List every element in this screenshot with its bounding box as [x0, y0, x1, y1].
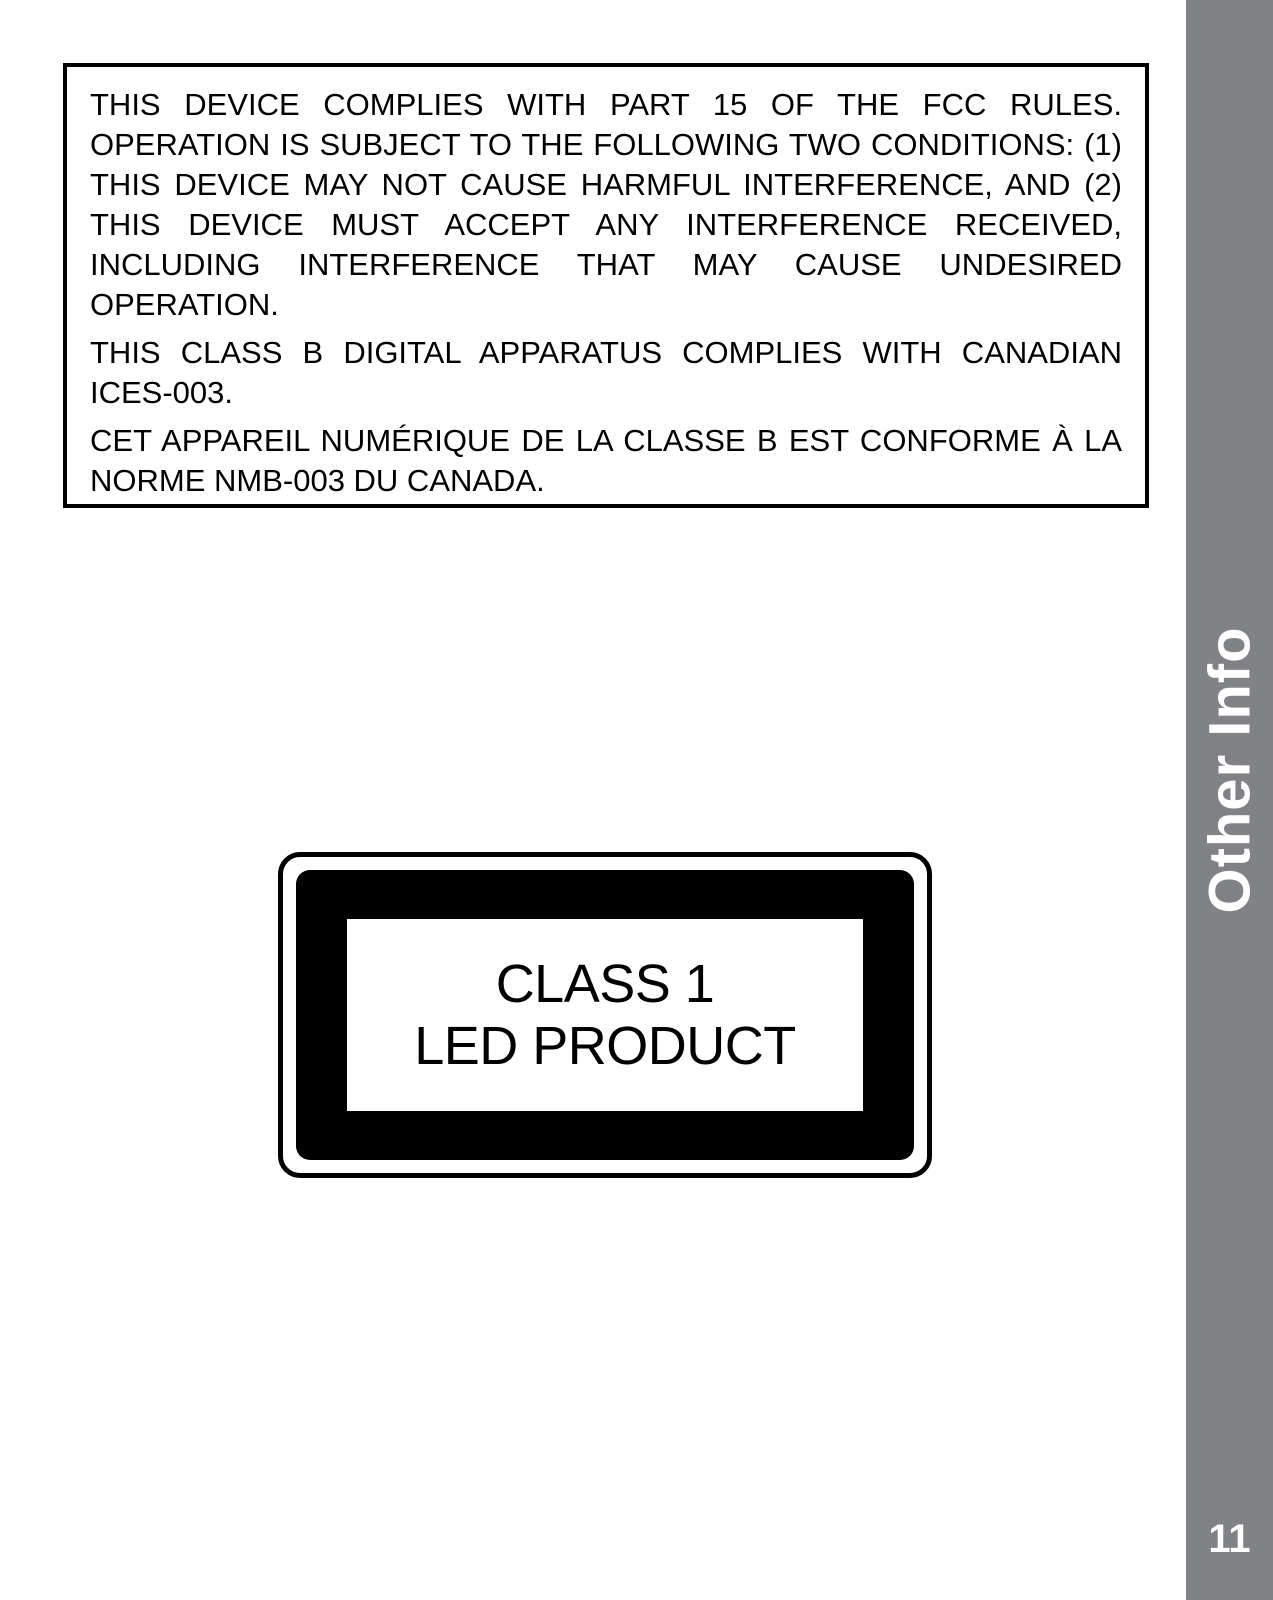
- section-side-tab: [1186, 0, 1273, 1600]
- section-title: Other Info: [1197, 626, 1262, 914]
- page-number: 11: [1208, 1517, 1251, 1561]
- class-1-led-label: [278, 852, 932, 1178]
- ices-paragraph: THIS CLASS B DIGITAL APPARATUS COMPLIES WITH CANADIAN ICES-003.: [90, 335, 1122, 410]
- nmb-paragraph: CET APPAREIL NUMÉRIQUE DE LA CLASSE B EST CONFORME À LA NORME NMB-003 DU CANADA.: [90, 423, 1122, 498]
- fcc-paragraph: THIS DEVICE COMPLIES WITH PART 15 OF THE FCC RULES. OPERATION IS SUBJECT TO THE FOLLOWING TWO CONDITIONS: (1) THIS DEVICE MAY NOT CAUSE HARMFUL INTERFERENCE, AND (2) THIS DEVICE MUST ACCEPT ANY INTERFERENCE RECEIVED, INCLUDING INTERFERENCE THAT MAY CAUSE UNDESIRED OPERATION.: [90, 87, 1122, 322]
- fcc-compliance-notice: [63, 63, 1149, 508]
- led-label-black-frame: [296, 870, 914, 1160]
- led-label-line-2: LED PRODUCT: [414, 1016, 796, 1076]
- led-label-line-1: CLASS 1: [495, 954, 715, 1014]
- led-label-text-window: [347, 919, 863, 1111]
